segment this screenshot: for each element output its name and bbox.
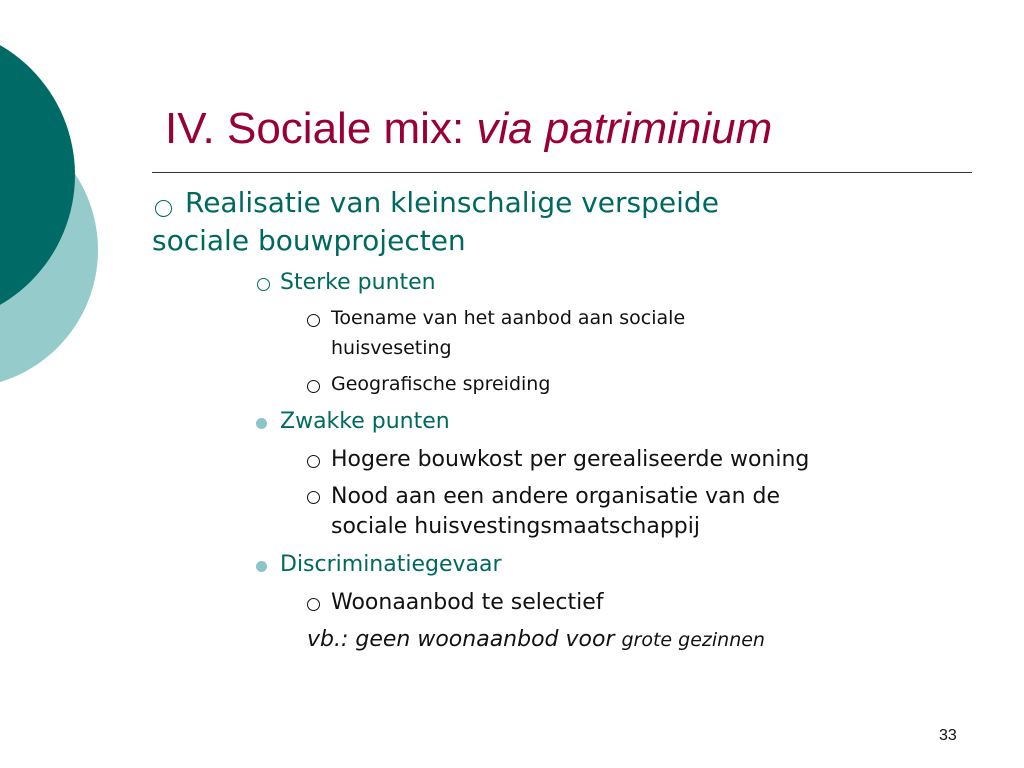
weak-points-heading: Zwakke punten bbox=[280, 409, 450, 434]
page-number: 33 bbox=[939, 727, 957, 744]
example-small: grote gezinnen bbox=[621, 629, 765, 651]
hollow-bullet-icon bbox=[257, 278, 270, 291]
decorative-circles bbox=[0, 0, 110, 410]
slide-title bbox=[165, 104, 772, 155]
weak-item1: Hogere bouwkost per gerealiseerde woning bbox=[331, 447, 810, 472]
hollow-bullet-icon bbox=[307, 380, 320, 393]
filled-bullet-icon bbox=[256, 418, 267, 429]
example-main: vb.: geen woonaanbod voor bbox=[307, 627, 622, 652]
title-italic: via patriminium bbox=[476, 104, 773, 153]
example-line bbox=[307, 624, 765, 656]
hollow-bullet-icon bbox=[155, 200, 172, 217]
weak-item2-line2: sociale huisvestingsmaatschappij bbox=[331, 514, 700, 539]
hollow-bullet-icon bbox=[307, 455, 320, 468]
title-divider bbox=[152, 172, 972, 173]
hollow-bullet-icon bbox=[307, 314, 320, 327]
hollow-bullet-icon bbox=[307, 491, 320, 504]
strong-item1-line1: Toename van het aanbod aan sociale bbox=[331, 307, 686, 329]
title-prefix: IV. Sociale mix: bbox=[165, 104, 477, 153]
strong-item2: Geografische spreiding bbox=[331, 373, 551, 395]
main-point-line1: Realisatie van kleinschalige verspeide bbox=[185, 186, 719, 219]
discrimination-item1: Woonaanbod te selectief bbox=[331, 590, 604, 615]
weak-item2-line1: Nood aan een andere organisatie van de bbox=[331, 484, 781, 509]
strong-item1-line2: huisveseting bbox=[331, 337, 452, 359]
hollow-bullet-icon bbox=[307, 598, 320, 611]
main-point-line2: sociale bouwprojecten bbox=[152, 224, 466, 257]
discrimination-heading: Discriminatiegevaar bbox=[280, 552, 502, 577]
strong-points-heading: Sterke punten bbox=[280, 270, 436, 295]
filled-bullet-icon bbox=[256, 561, 267, 572]
